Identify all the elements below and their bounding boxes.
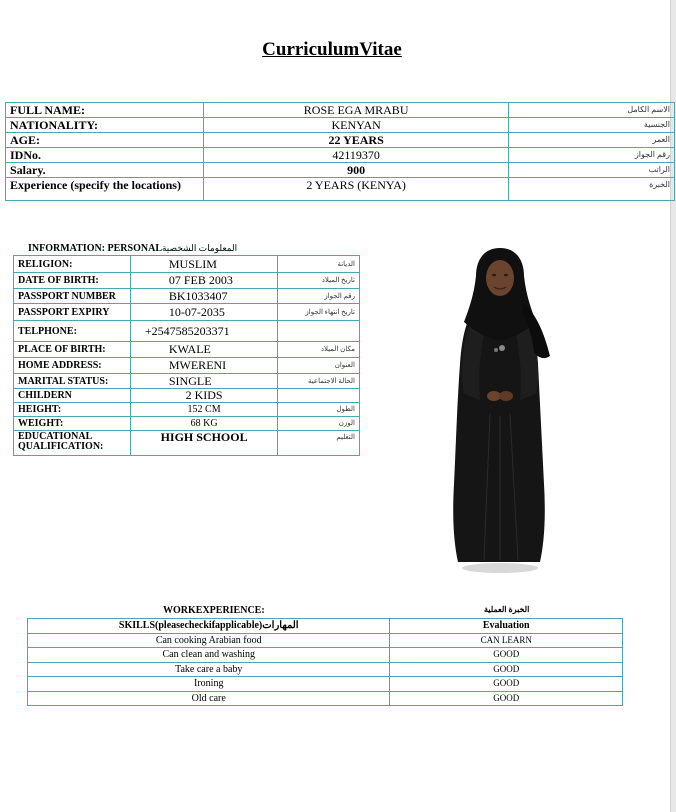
evaluation-cell: CAN LEARN	[390, 633, 623, 648]
row-value: SINGLE	[130, 374, 277, 389]
skill-cell: Can cooking Arabian food	[28, 633, 390, 648]
skill-cell: Ironing	[28, 677, 390, 692]
row-label-arabic: رقم الجواز	[509, 148, 675, 163]
skill-cell: Can clean and washing	[28, 648, 390, 663]
row-value: MWERENI	[130, 358, 277, 374]
row-value: MUSLIM	[130, 256, 277, 273]
row-label-arabic	[278, 321, 360, 342]
row-label-arabic: الخبرة	[509, 178, 675, 201]
row-label: Salary.	[6, 163, 204, 178]
row-label: EDUCATIONAL QUALIFICATION:	[14, 431, 131, 456]
skill-cell: Old care	[28, 691, 390, 706]
row-label-arabic: مكان الميلاد	[278, 342, 360, 358]
row-label-arabic: الاسم الكامل	[509, 103, 675, 118]
row-value: BK1033407	[130, 289, 277, 304]
row-value: KWALE	[130, 342, 277, 358]
table-row	[14, 256, 360, 273]
evaluation-cell: GOOD	[390, 677, 623, 692]
row-label: AGE:	[6, 133, 204, 148]
row-label: Experience (specify the locations)	[6, 178, 204, 201]
row-value: HIGH SCHOOL	[130, 431, 277, 456]
row-value: 152 CM	[130, 403, 277, 417]
work-experience-title: WORKEXPERIENCE:	[163, 605, 265, 616]
evaluation-cell: GOOD	[390, 662, 623, 677]
row-label-arabic: الوزن	[278, 417, 360, 431]
row-label-arabic: تاريخ الميلاد	[278, 273, 360, 289]
row-label: HEIGHT:	[14, 403, 131, 417]
row-label: PLACE OF BIRTH:	[14, 342, 131, 358]
row-value: 2 KIDS	[130, 389, 277, 403]
summary-table	[5, 102, 675, 201]
row-label: DATE OF BIRTH:	[14, 273, 131, 289]
table-row	[14, 417, 360, 431]
row-label: PASSPORT EXPIRY	[14, 304, 131, 321]
personal-title-arabic: المعلومات الشخصية	[161, 243, 238, 253]
row-value: 2 YEARS (KENYA)	[203, 178, 508, 201]
table-row	[14, 389, 360, 403]
row-label-arabic	[278, 389, 360, 403]
row-label-arabic: الطول	[278, 403, 360, 417]
skill-cell: Take care a baby	[28, 662, 390, 677]
work-experience-title-arabic: الخبرة العملية	[484, 605, 530, 614]
table-row	[28, 662, 623, 677]
row-label-arabic: تاريخ انتهاء الجواز	[278, 304, 360, 321]
row-label: MARITAL STATUS:	[14, 374, 131, 389]
row-label: WEIGHT:	[14, 417, 131, 431]
row-label-arabic: التعليم	[278, 431, 360, 456]
table-row	[6, 103, 675, 118]
row-value: +2547585203371	[130, 321, 277, 342]
skills-table	[27, 618, 623, 706]
row-label: NATIONALITY:	[6, 118, 204, 133]
row-label: TELPHONE:	[14, 321, 131, 342]
table-row	[14, 431, 360, 456]
evaluation-cell: GOOD	[390, 691, 623, 706]
row-label-arabic: الراتب	[509, 163, 675, 178]
table-row	[28, 633, 623, 648]
row-label-arabic: الجنسية	[509, 118, 675, 133]
table-row	[14, 403, 360, 417]
table-row	[14, 289, 360, 304]
row-label-arabic: الديانة	[278, 256, 360, 273]
table-row	[14, 304, 360, 321]
table-row	[14, 374, 360, 389]
row-label: FULL NAME:	[6, 103, 204, 118]
candidate-photo	[440, 244, 560, 574]
row-value: 10-07-2035	[130, 304, 277, 321]
row-value: 42119370	[203, 148, 508, 163]
table-row	[28, 691, 623, 706]
table-row	[14, 273, 360, 289]
table-row	[28, 648, 623, 663]
table-row	[6, 118, 675, 133]
evaluation-column-header: Evaluation	[390, 619, 623, 634]
row-value: 900	[203, 163, 508, 178]
row-label: CHILDERN	[14, 389, 131, 403]
table-row	[14, 321, 360, 342]
personal-info-table	[13, 255, 360, 456]
personal-title-text: INFORMATION: PERSONAL	[28, 243, 162, 254]
row-value: 68 KG	[130, 417, 277, 431]
row-label-arabic: العنوان	[278, 358, 360, 374]
table-header-row	[28, 619, 623, 634]
row-value: KENYAN	[203, 118, 508, 133]
row-label: PASSPORT NUMBER	[14, 289, 131, 304]
table-row	[6, 133, 675, 148]
row-label: IDNo.	[6, 148, 204, 163]
table-row	[6, 178, 675, 201]
table-row	[6, 148, 675, 163]
table-row	[14, 342, 360, 358]
table-row	[28, 677, 623, 692]
table-row	[14, 358, 360, 374]
personal-section-title	[28, 243, 237, 254]
row-label: HOME ADDRESS:	[14, 358, 131, 374]
row-label-arabic: الحالة الاجتماعية	[278, 374, 360, 389]
row-value: ROSE EGA MRABU	[203, 103, 508, 118]
document-title: CurriculumVitae	[262, 39, 402, 60]
row-label: RELIGION:	[14, 256, 131, 273]
row-value: 22 YEARS	[203, 133, 508, 148]
evaluation-cell: GOOD	[390, 648, 623, 663]
skills-column-header: SKILLS(pleasecheckifapplicable)المهارات	[28, 619, 390, 634]
row-value: 07 FEB 2003	[130, 273, 277, 289]
row-label-arabic: العمر	[509, 133, 675, 148]
table-row	[6, 163, 675, 178]
row-label-arabic: رقم الجواز	[278, 289, 360, 304]
